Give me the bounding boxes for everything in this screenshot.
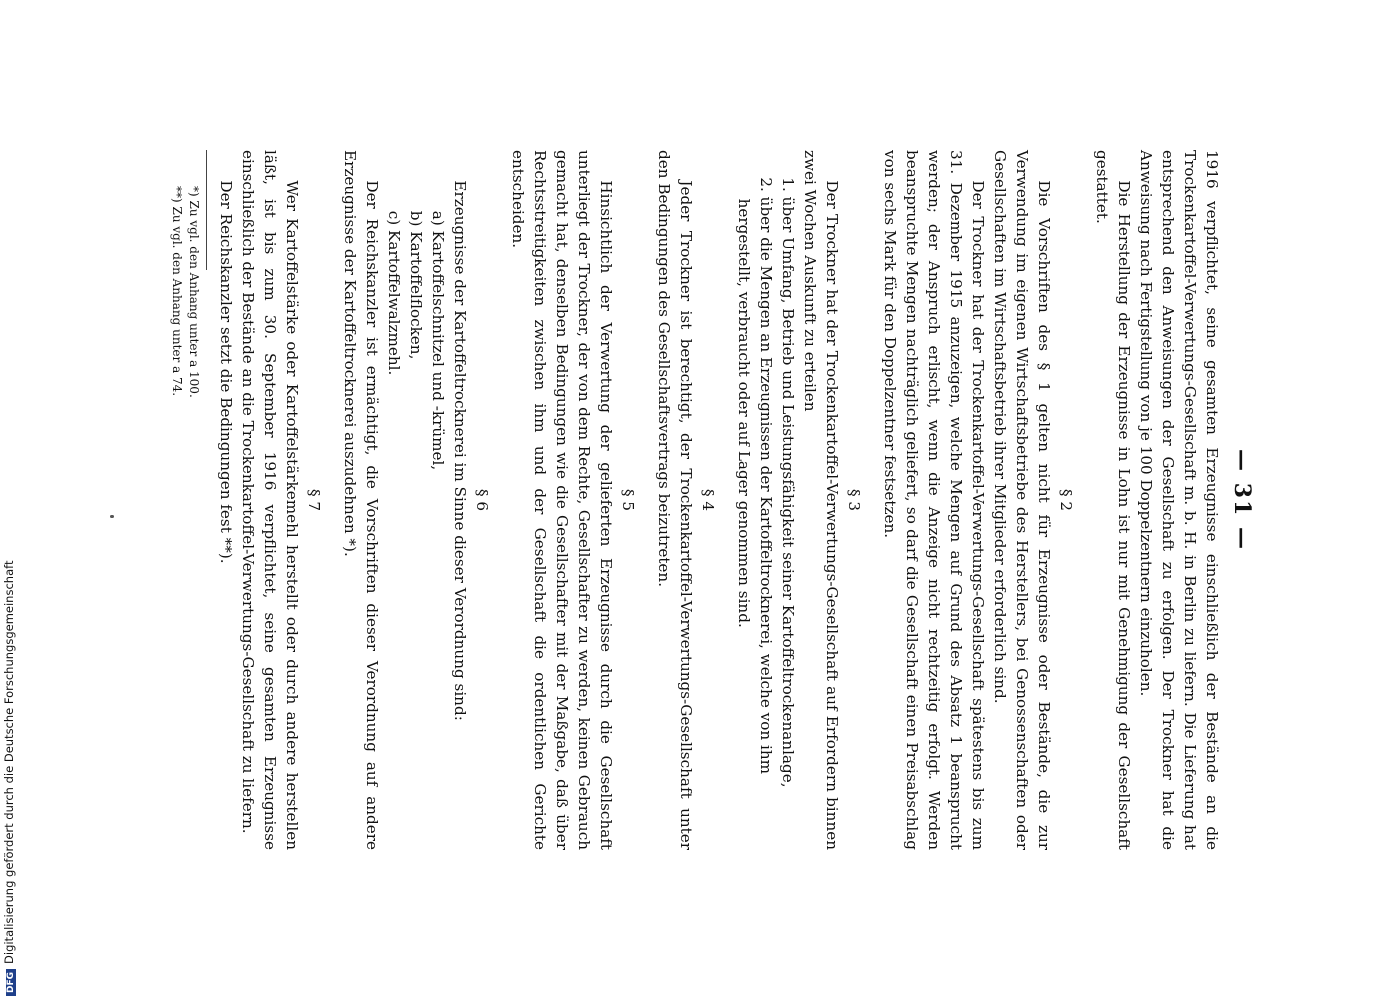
section-4-paragraph-1: Jeder Trockner ist berechtigt, der Trockenkartoffel-Verwertungs-Gesellschaft unter den Bedingungen des Gesellschaftsvertrags beizutreten. xyxy=(655,150,695,850)
section-6-item-b: b) Kartoffelflocken, xyxy=(407,210,425,360)
section-3-paragraph-1: Der Trockner hat der Trockenkartoffel-Verwertungs-Gesellschaft auf Erfordern binnen zwei Wochen Auskunft zu erteilen xyxy=(801,150,841,850)
footnote-1: *) Zu vgl. den Anhang unter a 100. xyxy=(187,186,201,398)
section-heading-4: § 4 xyxy=(699,488,717,512)
scan-speck xyxy=(110,515,114,518)
digitization-credit: Digitalisierung gefördert durch die Deutsche Forschungsgemeinschaft xyxy=(2,560,16,964)
section-6-item-a: a) Kartoffelschnitzel und -krümel, xyxy=(429,210,447,471)
footnote-divider xyxy=(206,150,207,270)
section-3-item-2: 2. über die Mengen an Erzeugnissen der Kartoffeltrocknerei, welche von ihm hergestellt, verbraucht oder auf Lager genommen sind. xyxy=(735,177,775,775)
section-6-paragraph-2: Der Reichskanzler ist ermächtigt, die Vorschriften dieser Verordnung auf andere Erzeugnisse der Kartoffeltrocknerei auszudehnen *). xyxy=(341,150,381,850)
section-7-paragraph-1: Wer Kartoffelstärke oder Kartoffelstärkemehl herstellt oder durch andere herstellen läßt, ist bis zum 30. September 1916 verpflichtet, seine gesamten Erzeugnisse einschließlich der Bestände an die Trockenkartoffel-Verwertungs-Gesellschaft zu liefern. xyxy=(239,150,301,850)
section-heading-3: § 3 xyxy=(845,488,863,512)
section-5-paragraph-1: Hinsichtlich der Verwertung der gelieferten Erzeugnisse durch die Gesellschaft unterliegt der Trockner, der von dem Rechte, Gesellschafter zu werden, keinen Gebrauch gemacht hat, denselben Bedingungen wie die Gesellschafter mit der Maßgabe, daß über Rechtsstreitigkeiten zwischen ihm und der Gesellschaft die ordentlichen Gerichte entscheiden. xyxy=(509,150,615,850)
footnote-2: **) Zu vgl. den Anhang unter a 74. xyxy=(170,186,184,397)
intro-paragraph: 1916 verpflichtet, seine gesamten Erzeugnisse einschließlich der Bestände an die Trockenkartoffel-Verwertungs-Gesellschaft m. b. H. in Berlin zu liefern. Die Lieferung hat entsprechend den Anweisungen der Gesellschaft zu erfolgen. Der Trockner hat die Anweisung nach Fertigstellung von je 100 Doppelzentnern einzuholen. xyxy=(1137,150,1221,850)
document-page xyxy=(170,150,1255,850)
section-6-paragraph-1: Erzeugnisse der Kartoffeltrocknerei im Sinne dieser Verordnung sind: xyxy=(451,180,469,721)
section-heading-2: § 2 xyxy=(1057,488,1075,512)
section-heading-6: § 6 xyxy=(473,488,491,512)
section-heading-7: § 7 xyxy=(305,488,323,512)
section-7-paragraph-2: Der Reichskanzler setzt die Bedingungen fest **). xyxy=(217,180,235,564)
section-3-item-1: 1. über Umfang, Betrieb und Leistungsfähigkeit seiner Kartoffeltrockenanlage, xyxy=(779,177,797,788)
section-6-item-c: c) Kartoffelwalzmehl. xyxy=(385,210,403,376)
dfg-logo-icon: DFG xyxy=(6,969,16,996)
digitization-footer xyxy=(2,561,16,996)
page-number: — 31 — xyxy=(1229,449,1255,551)
section-2-paragraph-1: Die Vorschriften des § 1 gelten nicht für Erzeugnisse oder Bestände, die zur Verwendung im eigenen Wirtschaftsbetriebe des Herstellers, bei Genossenschaften oder Gesellschaften im Wirtschaftsbetrieb ihrer Mitglieder erforderlich sind. xyxy=(991,150,1053,850)
intro-paragraph-2: Die Herstellung der Erzeugnisse in Lohn ist nur mit Genehmigung der Gesellschaft gestattet. xyxy=(1093,150,1133,850)
section-heading-5: § 5 xyxy=(619,488,637,512)
section-2-paragraph-2: Der Trockner hat der Trockenkartoffel-Verwertungs-Gesellschaft spätestens bis zum 31. Dezember 1915 anzuzeigen, welche Mengen auf Grund des Absatz 1 beansprucht werden; der Anspruch erlischt, wenn die Anzeige nicht rechtzeitig erfolgt. Werden beanspruchte Mengen nachträglich geliefert, so darf die Gesellschaft einen Preisabschlag von sechs Mark für den Doppelzentner festsetzen. xyxy=(881,150,987,850)
